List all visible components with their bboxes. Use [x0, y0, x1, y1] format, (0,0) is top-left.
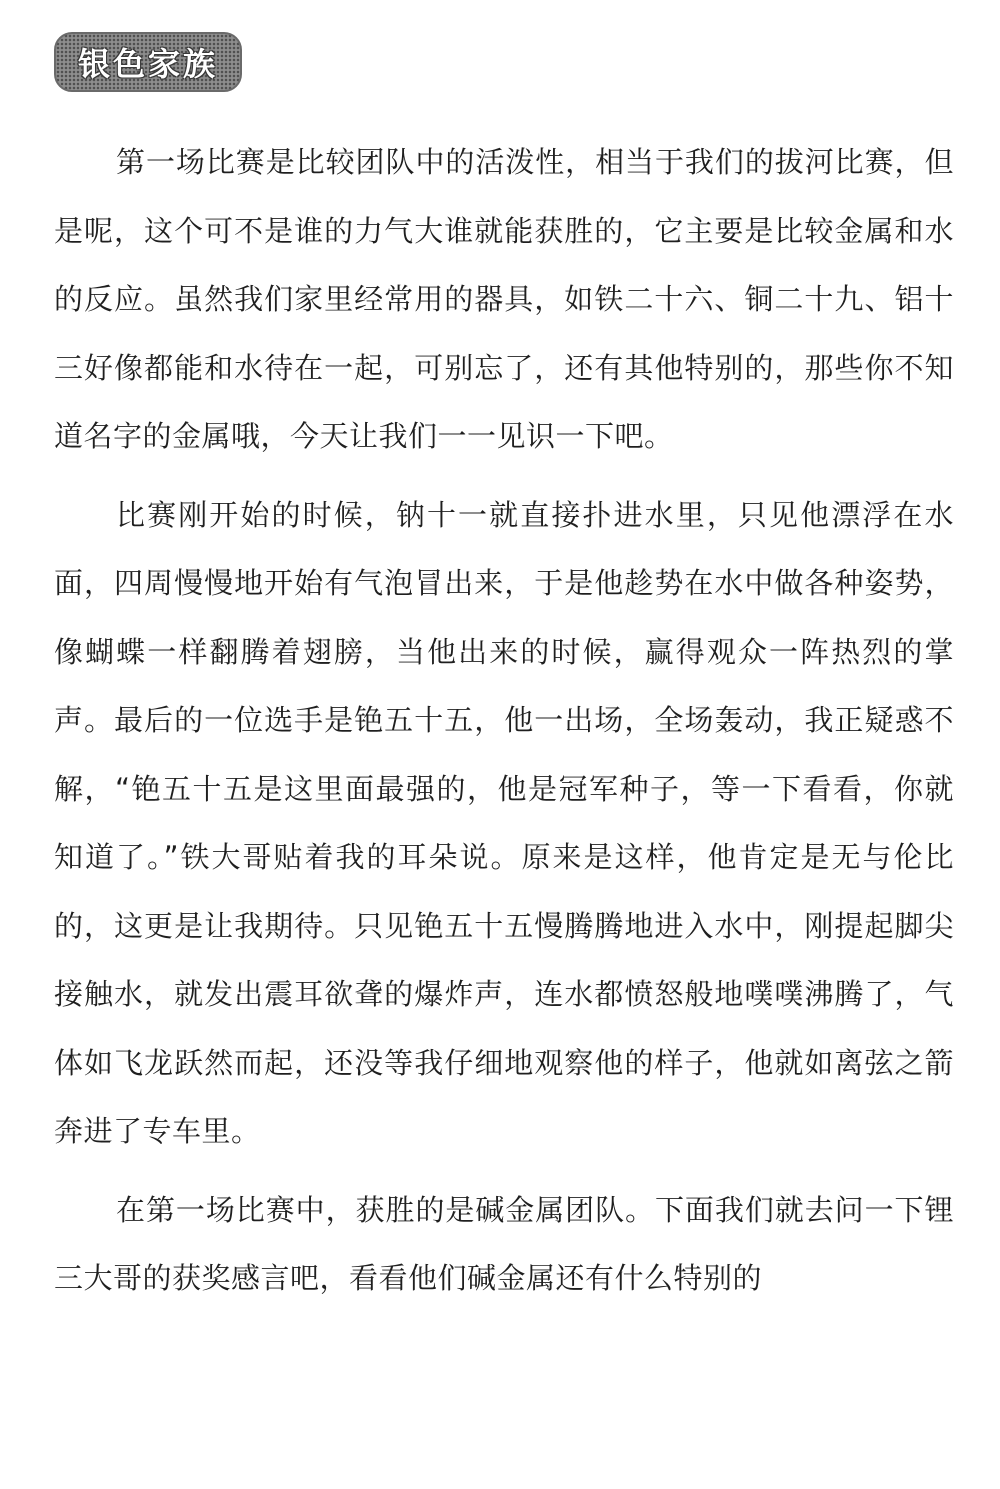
- section-tag-label: 银色家族: [77, 45, 218, 83]
- body-text: [54, 128, 954, 1323]
- paragraph: 在第一场比赛中，获胜的是碱金属团队。下面我们就去问一下锂三大哥的获奖感言吧，看看他们碱金属还有什么特别的: [54, 1192, 954, 1295]
- paragraph: 比赛刚开始的时候，钠十一就直接扑进水里，只见他漂浮在水面，四周慢慢地开始有气泡冒出来，于是他趁势在水中做各种姿势，像蝴蝶一样翻腾着翅膀，当他出来的时候，赢得观众一阵热烈的掌声。最后的一位选手是铯五十五，他一出场，全场轰动，我正疑惑不解，“铯五十五是这里面最强的，他是冠军种子，等一下看看，你就知道了。”铁大哥贴着我的耳朵说。原来是这样，他肯定是无与伦比的，这更是让我期待。只见铯五十五慢腾腾地进入水中，刚提起脚尖接触水，就发出震耳欲聋的爆炸声，连水都愤怒般地噗噗沸腾了，气体如飞龙跃然而起，还没等我仔细地观察他的样子，他就如离弦之箭奔进了专车里。: [54, 497, 954, 1148]
- section-tag: [54, 32, 242, 92]
- paragraph: 第一场比赛是比较团队中的活泼性，相当于我们的拔河比赛，但是呢，这个可不是谁的力气大谁就能获胜的，它主要是比较金属和水的反应。虽然我们家里经常用的器具，如铁二十六、铜二十九、铝十三好像都能和水待在一起，可别忘了，还有其他特别的，那些你不知道名字的金属哦，今天让我们一一见识一下吧。: [54, 145, 954, 453]
